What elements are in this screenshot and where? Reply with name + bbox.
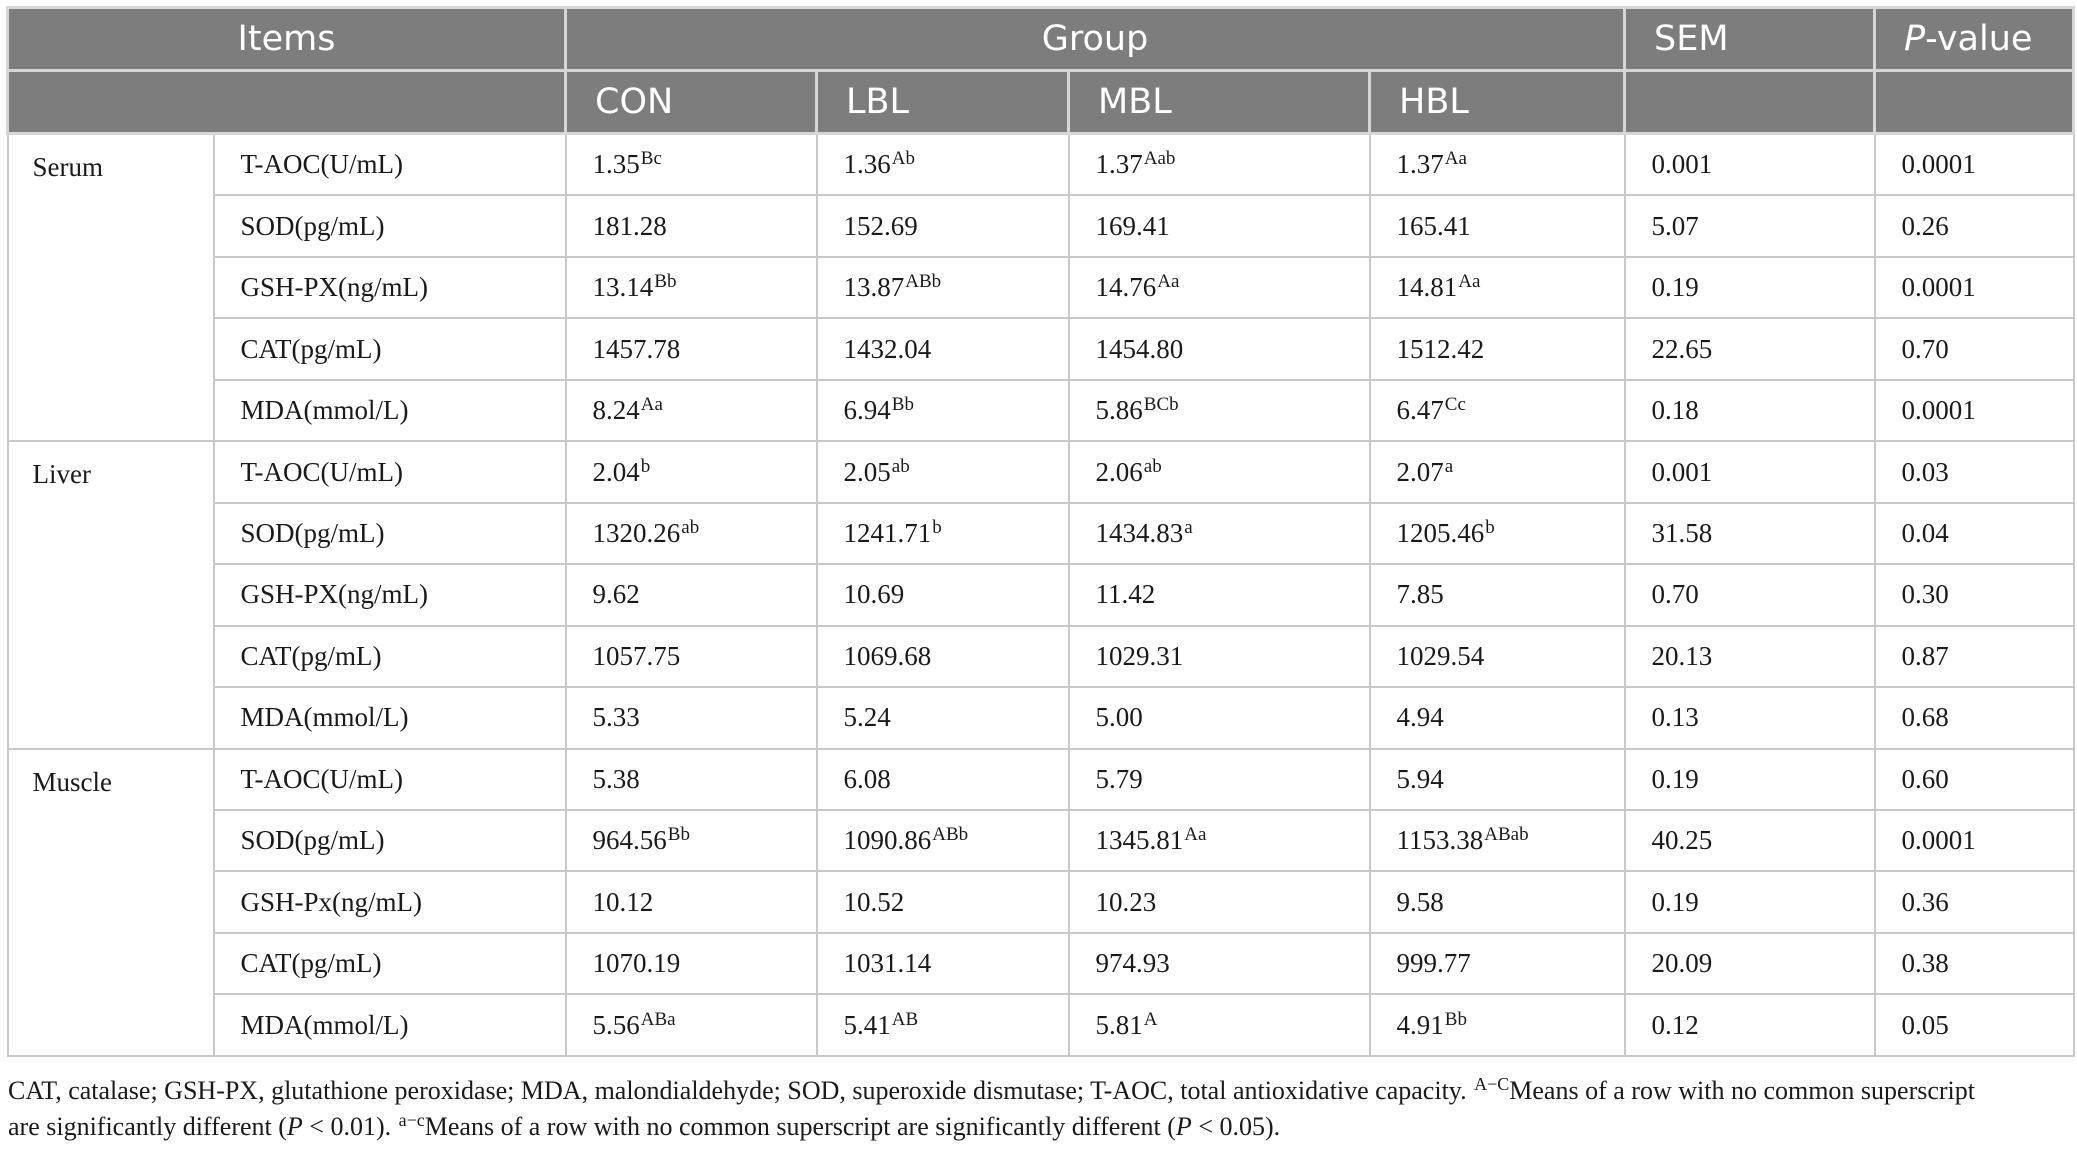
section-label: Muscle: [8, 749, 214, 1056]
sem-cell: 40.25: [1625, 810, 1875, 871]
significance-superscript: b: [932, 516, 942, 538]
value-cell-mbl: [1069, 687, 1370, 748]
table-row: [8, 749, 2074, 810]
table-footnote: [8, 1073, 2070, 1145]
sem-header: SEM: [1625, 8, 1875, 71]
value-number: 9.62: [592, 579, 640, 610]
value-cell-hbl: [1370, 933, 1625, 994]
table-row: [8, 871, 2074, 932]
value-cell-lbl: [817, 564, 1069, 625]
value-cell-mbl: [1069, 318, 1370, 379]
significance-superscript: ab: [891, 455, 910, 477]
value-number: 5.56: [592, 1009, 640, 1040]
value-cell-con: [566, 749, 817, 810]
sem-cell: 0.19: [1625, 749, 1875, 810]
value-number: 5.00: [1095, 702, 1143, 733]
header-blank-items: [8, 71, 566, 134]
value-number: 10.69: [843, 579, 905, 610]
value-number: 1345.81: [1095, 825, 1184, 856]
significance-superscript: Aa: [1184, 824, 1207, 846]
value-number: 10.23: [1095, 886, 1157, 917]
value-cell-con: [566, 380, 817, 441]
significance-superscript: A: [1143, 1008, 1158, 1030]
item-cell: MDA(mmol/L): [214, 994, 566, 1056]
value-number: 5.24: [843, 702, 891, 733]
item-cell: CAT(pg/mL): [214, 318, 566, 379]
item-cell: GSH-PX(ng/mL): [214, 257, 566, 318]
value-cell-lbl: [817, 933, 1069, 994]
value-cell-hbl: [1370, 626, 1625, 687]
value-cell-hbl: [1370, 195, 1625, 256]
value-cell-lbl: [817, 871, 1069, 932]
table-row: [8, 564, 2074, 625]
significance-superscript: a: [1444, 455, 1454, 477]
table-row: [8, 441, 2074, 502]
table-row: [8, 810, 2074, 871]
value-cell-lbl: [817, 380, 1069, 441]
value-cell-con: [566, 564, 817, 625]
p-value-cell: 0.26: [1875, 195, 2074, 256]
footnote-text-2: are significantly different (: [8, 1112, 287, 1141]
value-number: 13.87: [843, 272, 905, 303]
value-cell-hbl: [1370, 994, 1625, 1056]
significance-superscript: ABa: [640, 1008, 676, 1030]
footnote-superscript-upper: A−C: [1474, 1074, 1510, 1094]
value-number: 1320.26: [592, 517, 681, 548]
header-blank-sem: [1625, 71, 1875, 134]
value-cell-mbl: [1069, 626, 1370, 687]
significance-superscript: Bb: [891, 394, 914, 416]
value-number: 1512.42: [1396, 333, 1485, 364]
p-value-cell: 0.05: [1875, 994, 2074, 1056]
value-number: 6.08: [843, 763, 891, 794]
value-number: 1205.46: [1396, 517, 1485, 548]
data-table: [6, 6, 2075, 1057]
value-number: 152.69: [843, 210, 918, 241]
value-number: 10.12: [592, 886, 654, 917]
value-cell-lbl: [817, 134, 1069, 196]
value-number: 169.41: [1095, 210, 1170, 241]
value-cell-mbl: [1069, 810, 1370, 871]
value-cell-hbl: [1370, 318, 1625, 379]
value-number: 1090.86: [843, 825, 932, 856]
footnote-superscript-lower: a−c: [398, 1110, 425, 1130]
table-row: [8, 380, 2074, 441]
value-cell-hbl: [1370, 810, 1625, 871]
item-cell: T-AOC(U/mL): [214, 134, 566, 196]
value-number: 6.94: [843, 395, 891, 426]
value-number: 5.79: [1095, 763, 1143, 794]
value-cell-lbl: [817, 994, 1069, 1056]
item-cell: SOD(pg/mL): [214, 503, 566, 564]
header-row-1: [8, 8, 2074, 71]
significance-superscript: b: [640, 455, 651, 477]
value-number: 1029.54: [1396, 640, 1485, 671]
value-cell-hbl: [1370, 749, 1625, 810]
p-value-cell: 0.30: [1875, 564, 2074, 625]
value-number: 5.38: [592, 763, 640, 794]
value-number: 1029.31: [1095, 640, 1184, 671]
value-number: 1.35: [592, 149, 640, 180]
value-cell-con: [566, 933, 817, 994]
value-cell-mbl: [1069, 257, 1370, 318]
p-value-cell: 0.36: [1875, 871, 2074, 932]
table-row: [8, 994, 2074, 1056]
value-cell-con: [566, 626, 817, 687]
p-value-cell: 0.60: [1875, 749, 2074, 810]
value-cell-con: [566, 994, 817, 1056]
table-row: [8, 257, 2074, 318]
value-number: 1457.78: [592, 333, 681, 364]
value-number: 1069.68: [843, 640, 932, 671]
value-number: 10.52: [843, 886, 905, 917]
table-header: [8, 8, 2074, 134]
p-symbol: P: [1904, 19, 1926, 59]
value-number: 11.42: [1095, 579, 1156, 610]
footnote-text-5: < 0.05).: [1191, 1112, 1281, 1141]
item-cell: T-AOC(U/mL): [214, 749, 566, 810]
value-cell-hbl: [1370, 134, 1625, 196]
significance-superscript: ABb: [932, 824, 969, 846]
sem-cell: 0.001: [1625, 134, 1875, 196]
table-row: [8, 195, 2074, 256]
p-value-cell: 0.87: [1875, 626, 2074, 687]
significance-superscript: Bb: [654, 271, 677, 293]
value-number: 2.05: [843, 456, 891, 487]
item-cell: CAT(pg/mL): [214, 933, 566, 994]
value-number: 9.58: [1396, 886, 1444, 917]
p-value-cell: 0.70: [1875, 318, 2074, 379]
value-number: 1070.19: [592, 948, 681, 979]
group-header: Group: [566, 8, 1625, 71]
value-cell-mbl: [1069, 134, 1370, 196]
value-number: 14.76: [1095, 272, 1157, 303]
item-cell: MDA(mmol/L): [214, 687, 566, 748]
value-cell-mbl: [1069, 749, 1370, 810]
significance-superscript: Bb: [1444, 1008, 1467, 1030]
sem-cell: 20.09: [1625, 933, 1875, 994]
footnote-text-3: < 0.01).: [302, 1112, 398, 1141]
section-label: Serum: [8, 134, 214, 442]
sem-cell: 0.19: [1625, 871, 1875, 932]
value-number: 6.47: [1396, 395, 1444, 426]
value-number: 974.93: [1095, 948, 1170, 979]
group-header-con: CON: [566, 71, 817, 134]
significance-superscript: ab: [681, 516, 700, 538]
item-cell: MDA(mmol/L): [214, 380, 566, 441]
sem-cell: 0.19: [1625, 257, 1875, 318]
value-cell-mbl: [1069, 441, 1370, 502]
value-cell-lbl: [817, 257, 1069, 318]
value-number: 1031.14: [843, 948, 932, 979]
value-cell-lbl: [817, 503, 1069, 564]
significance-superscript: b: [1485, 516, 1495, 538]
sem-cell: 20.13: [1625, 626, 1875, 687]
footnote-text-4: Means of a row with no common superscript are significantly different (: [424, 1112, 1176, 1141]
table-row: [8, 318, 2074, 379]
value-cell-lbl: [817, 749, 1069, 810]
value-number: 4.94: [1396, 702, 1444, 733]
value-cell-con: [566, 441, 817, 502]
p-value-cell: 0.0001: [1875, 380, 2074, 441]
value-cell-hbl: [1370, 687, 1625, 748]
value-cell-hbl: [1370, 564, 1625, 625]
value-cell-mbl: [1069, 871, 1370, 932]
significance-superscript: Bb: [667, 824, 690, 846]
value-cell-con: [566, 134, 817, 196]
value-number: 964.56: [592, 825, 667, 856]
value-cell-mbl: [1069, 503, 1370, 564]
value-number: 8.24: [592, 395, 640, 426]
value-number: 5.86: [1095, 395, 1143, 426]
items-header: Items: [8, 8, 566, 71]
value-number: 999.77: [1396, 948, 1471, 979]
footnote-p-symbol: P: [286, 1112, 303, 1141]
sem-cell: 31.58: [1625, 503, 1875, 564]
value-number: 13.14: [592, 272, 654, 303]
p-value-cell: 0.0001: [1875, 257, 2074, 318]
value-number: 1241.71: [843, 517, 932, 548]
item-cell: GSH-Px(ng/mL): [214, 871, 566, 932]
table-row: [8, 687, 2074, 748]
significance-superscript: ABb: [905, 271, 942, 293]
p-value-cell: 0.0001: [1875, 134, 2074, 196]
group-header-mbl: MBL: [1069, 71, 1370, 134]
value-cell-mbl: [1069, 933, 1370, 994]
item-cell: CAT(pg/mL): [214, 626, 566, 687]
value-number: 5.94: [1396, 763, 1444, 794]
item-cell: GSH-PX(ng/mL): [214, 564, 566, 625]
value-cell-mbl: [1069, 195, 1370, 256]
value-number: 1057.75: [592, 640, 681, 671]
value-cell-con: [566, 687, 817, 748]
value-cell-lbl: [817, 195, 1069, 256]
value-number: 1.36: [843, 149, 891, 180]
p-value-cell: 0.04: [1875, 503, 2074, 564]
footnote-text-1: Means of a row with no common superscript: [1509, 1076, 1976, 1105]
p-value-header: [1875, 8, 2074, 71]
header-row-2: [8, 71, 2074, 134]
value-cell-mbl: [1069, 994, 1370, 1056]
value-cell-lbl: [817, 687, 1069, 748]
value-cell-con: [566, 503, 817, 564]
p-value-suffix: -value: [1925, 19, 2033, 59]
value-number: 4.91: [1396, 1009, 1444, 1040]
group-header-hbl: HBL: [1370, 71, 1625, 134]
p-value-cell: 0.0001: [1875, 810, 2074, 871]
value-number: 1454.80: [1095, 333, 1184, 364]
value-cell-lbl: [817, 318, 1069, 379]
significance-superscript: ABab: [1484, 824, 1529, 846]
sem-cell: 22.65: [1625, 318, 1875, 379]
value-cell-con: [566, 318, 817, 379]
sem-cell: 0.70: [1625, 564, 1875, 625]
significance-superscript: Aa: [1458, 271, 1481, 293]
item-cell: T-AOC(U/mL): [214, 441, 566, 502]
table-body: [8, 134, 2074, 1057]
significance-superscript: Aa: [1157, 271, 1180, 293]
value-number: 5.33: [592, 702, 640, 733]
value-cell-con: [566, 871, 817, 932]
significance-superscript: AB: [891, 1008, 919, 1030]
sem-cell: 0.12: [1625, 994, 1875, 1056]
value-number: 14.81: [1396, 272, 1458, 303]
value-cell-hbl: [1370, 441, 1625, 502]
significance-superscript: Ab: [891, 148, 915, 170]
section-label: Liver: [8, 441, 214, 748]
significance-superscript: ab: [1143, 455, 1162, 477]
value-number: 1434.83: [1095, 517, 1184, 548]
p-value-cell: 0.68: [1875, 687, 2074, 748]
value-number: 2.06: [1095, 456, 1143, 487]
value-cell-hbl: [1370, 257, 1625, 318]
value-number: 1153.38: [1396, 825, 1484, 856]
significance-superscript: Aa: [640, 394, 663, 416]
value-cell-hbl: [1370, 503, 1625, 564]
p-value-cell: 0.38: [1875, 933, 2074, 994]
value-cell-con: [566, 195, 817, 256]
significance-superscript: a: [1184, 516, 1193, 538]
table-row: [8, 933, 2074, 994]
sem-cell: 0.13: [1625, 687, 1875, 748]
value-number: 5.41: [843, 1009, 891, 1040]
table-row: [8, 134, 2074, 196]
table-row: [8, 626, 2074, 687]
value-cell-lbl: [817, 441, 1069, 502]
value-number: 2.04: [592, 456, 640, 487]
value-cell-lbl: [817, 626, 1069, 687]
sem-cell: 0.001: [1625, 441, 1875, 502]
significance-superscript: Bc: [640, 148, 662, 170]
table-row: [8, 503, 2074, 564]
value-number: 165.41: [1396, 210, 1471, 241]
footnote-abbreviations: CAT, catalase; GSH-PX, glutathione peroxidase; MDA, malondialdehyde; SOD, superoxide dismutase; T-AOC, total antioxidative capacity.: [8, 1076, 1474, 1105]
significance-superscript: BCb: [1143, 394, 1179, 416]
value-cell-lbl: [817, 810, 1069, 871]
p-value-cell: 0.03: [1875, 441, 2074, 502]
value-cell-hbl: [1370, 871, 1625, 932]
value-number: 1.37: [1095, 149, 1143, 180]
sem-cell: 0.18: [1625, 380, 1875, 441]
value-cell-mbl: [1069, 564, 1370, 625]
sem-cell: 5.07: [1625, 195, 1875, 256]
item-cell: SOD(pg/mL): [214, 195, 566, 256]
value-cell-con: [566, 810, 817, 871]
value-cell-mbl: [1069, 380, 1370, 441]
significance-superscript: Cc: [1444, 394, 1466, 416]
item-cell: SOD(pg/mL): [214, 810, 566, 871]
value-number: 1432.04: [843, 333, 932, 364]
significance-superscript: Aa: [1444, 148, 1467, 170]
value-number: 5.81: [1095, 1009, 1143, 1040]
footnote-p-symbol-2: P: [1175, 1112, 1192, 1141]
value-number: 1.37: [1396, 149, 1444, 180]
value-cell-hbl: [1370, 380, 1625, 441]
value-number: 181.28: [592, 210, 667, 241]
significance-superscript: Aab: [1143, 148, 1176, 170]
value-number: 2.07: [1396, 456, 1444, 487]
header-blank-p: [1875, 71, 2074, 134]
value-number: 7.85: [1396, 579, 1444, 610]
value-cell-con: [566, 257, 817, 318]
group-header-lbl: LBL: [817, 71, 1069, 134]
